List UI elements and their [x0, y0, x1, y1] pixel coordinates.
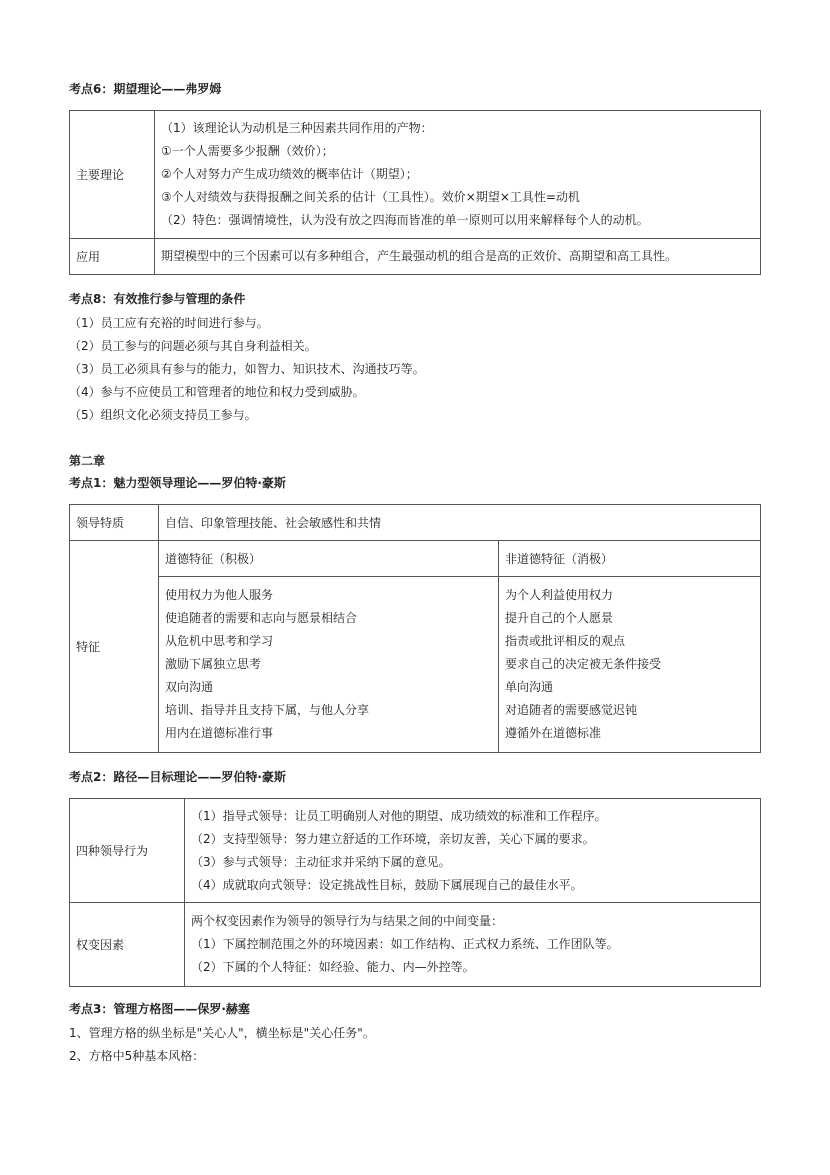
list-item: （4）参与不应使员工和管理者的地位和权力受到威胁。 [69, 385, 365, 399]
list-item: 从危机中思考和学习 [165, 634, 274, 648]
section-heading-path-goal: 考点2：路径—目标理论——罗伯特·豪斯 [69, 770, 286, 784]
list-item: 指责或批评相反的观点 [505, 634, 626, 648]
list-item: 为个人利益使用权力 [505, 588, 614, 602]
table-label: 领导特质 [70, 505, 159, 541]
section-heading-participation: 考点8：有效推行参与管理的条件 [69, 292, 246, 306]
table-label: 权变因素 [70, 903, 185, 987]
text-line: ①一个人需要多少报酬（效价）； [161, 144, 334, 158]
section-heading-expectancy: 考点6：期望理论——弗罗姆 [69, 82, 222, 96]
table-label: 特征 [70, 541, 159, 753]
list-item: 单向沟通 [505, 680, 554, 694]
list-item: 激励下属独立思考 [165, 657, 262, 671]
column-header: 道德特征（积极） [159, 541, 499, 577]
list-item: （5）组织文化必须支持员工参与。 [69, 408, 257, 422]
text-line: ③个人对绩效与获得报酬之间关系的估计（工具性）。效价×期望×工具性=动机 [161, 190, 580, 204]
path-goal-table [69, 798, 761, 987]
text-line: （2）特色：强调情境性，认为没有放之四海而皆准的单一原则可以用来解释每个人的动机。 [161, 213, 649, 227]
list-item: （2）员工参与的问题必须与其自身利益相关。 [69, 339, 317, 353]
charismatic-table [69, 504, 761, 753]
list-item: 用内在道德标准行事 [165, 726, 274, 740]
list-item: 双向沟通 [165, 680, 214, 694]
ethical-list [159, 577, 499, 753]
text-line: （4）成就取向式领导：设定挑战性目标，鼓励下属展现自己的最佳水平。 [191, 877, 583, 892]
column-header: 非道德特征（消极） [499, 541, 761, 577]
list-item: 遵循外在道德标准 [505, 726, 602, 740]
table-label: 应用 [70, 239, 155, 275]
chapter-heading: 第二章 [69, 454, 106, 468]
table-content [185, 799, 761, 903]
list-item: 使追随者的需要和志向与愿景相结合 [165, 611, 358, 625]
table-content [185, 903, 761, 987]
text-line: ②个人对努力产生成功绩效的概率估计（期望）； [161, 167, 418, 181]
text-line: （1）该理论认为动机是三种因素共同作用的产物： [161, 121, 433, 135]
section-heading-charismatic: 考点1：魅力型领导理论——罗伯特·豪斯 [69, 476, 286, 490]
list-item: （3）员工必须具有参与的能力，如智力、知识技术、沟通技巧等。 [69, 362, 425, 376]
table-content: 自信、印象管理技能、社会敏感性和共情 [159, 505, 761, 541]
text-line: （2）下属的个人特征：如经验、能力、内—外控等。 [191, 960, 475, 974]
text-line: （1）下属控制范围之外的环境因素：如工作结构、正式权力系统、工作团队等。 [191, 937, 619, 951]
text-line: （2）支持型领导：努力建立舒适的工作环境，亲切友善，关心下属的要求。 [191, 831, 595, 846]
unethical-list [499, 577, 761, 753]
table-label: 四种领导行为 [70, 799, 185, 903]
list-item: （1）员工应有充裕的时间进行参与。 [69, 316, 269, 330]
table-label: 主要理论 [70, 111, 155, 239]
list-item: 要求自己的决定被无条件接受 [505, 657, 662, 671]
list-item: 提升自己的个人愿景 [505, 611, 614, 625]
text-line: （3）参与式领导：主动征求并采纳下属的意见。 [191, 854, 451, 869]
list-item: 对追随者的需要感觉迟钝 [505, 703, 638, 717]
text-line: 两个权变因素作为领导的领导行为与结果之间的中间变量： [191, 914, 504, 928]
section-heading-managerial-grid: 考点3：管理方格图——保罗·赫塞 [69, 1002, 250, 1016]
expectancy-table [69, 110, 761, 275]
list-item: 2、方格中5种基本风格： [69, 1049, 205, 1063]
table-content [155, 239, 761, 275]
text-line: 期望模型中的三个因素可以有多种组合，产生最强动机的组合是高的正效价、高期望和高工具性。 [161, 249, 678, 263]
table-content [155, 111, 761, 239]
list-item: 培训、指导并且支持下属，与他人分享 [165, 703, 370, 717]
text-line: （1）指导式领导：让员工明确别人对他的期望、成功绩效的标准和工作程序。 [191, 808, 607, 823]
list-item: 1、管理方格的纵坐标是"关心人"，横坐标是"关心任务"。 [69, 1026, 375, 1040]
list-item: 使用权力为他人服务 [165, 588, 274, 602]
